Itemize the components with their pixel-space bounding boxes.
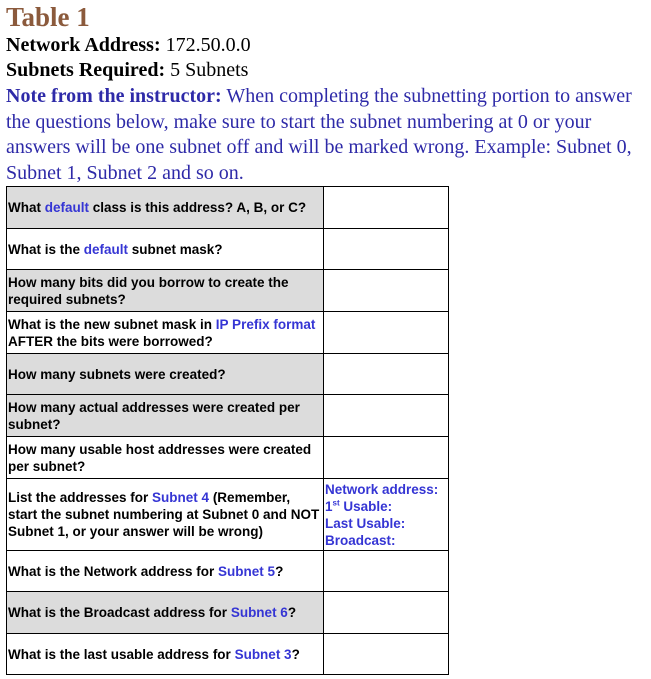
table-title: Table 1 bbox=[6, 2, 90, 32]
question-highlight: Subnet 4 bbox=[152, 490, 210, 505]
question-subnets-created: How many subnets were created? bbox=[7, 354, 324, 395]
table-row bbox=[7, 270, 449, 312]
subnet4-network-label: Network address: bbox=[325, 481, 439, 497]
question-highlight: Subnet 5 bbox=[218, 563, 276, 579]
subnets-required-value: 5 Subnets bbox=[170, 59, 249, 81]
question-bits-borrowed: How many bits did you borrow to create the required subnets? bbox=[7, 270, 324, 312]
question-text: (Remember, start the subnet numbering at Subnet 0 and NOT Subnet 1, or your answer will be wrong) bbox=[8, 490, 320, 539]
question-subnet3-last-usable bbox=[7, 634, 324, 675]
question-new-subnet-mask bbox=[7, 312, 324, 354]
question-text: ? bbox=[291, 646, 300, 662]
table-row bbox=[7, 312, 449, 354]
instructor-note bbox=[6, 84, 651, 186]
questions-table bbox=[6, 186, 449, 675]
answer-cell-default-class[interactable] bbox=[324, 187, 449, 229]
question-text: What is the bbox=[8, 241, 84, 257]
network-address-label: Network Address: bbox=[6, 34, 161, 56]
question-highlight: default bbox=[83, 241, 129, 257]
worksheet-page bbox=[6, 0, 651, 662]
instructor-note-text: When completing the subnetting portion to answer the questions below, make sure to start the subnet numbering at 0 or your answers will be one subnet off and will be marked wrong. Example: Subnet 0, Subnet 1, Subnet 2 and so on. bbox=[6, 85, 632, 184]
answer-cell-subnet4-addresses[interactable] bbox=[324, 479, 449, 551]
question-subnet4-addresses bbox=[7, 479, 324, 551]
table-row bbox=[7, 634, 449, 675]
subnet4-last-usable-label: Last Usable: bbox=[325, 515, 406, 531]
answer-cell-subnet6-broadcast[interactable] bbox=[324, 592, 449, 634]
question-highlight: default bbox=[44, 200, 90, 215]
table-row bbox=[7, 592, 449, 634]
instructor-note-label: Note from the instructor: bbox=[6, 85, 222, 107]
question-text: What is the Network address for bbox=[8, 563, 219, 579]
answer-cell-bits-borrowed[interactable] bbox=[324, 270, 449, 312]
question-highlight: Subnet 3 bbox=[234, 646, 292, 662]
table-row bbox=[7, 229, 449, 270]
question-text: subnet mask? bbox=[128, 241, 223, 257]
question-text: class is this address? A, B, or C? bbox=[89, 200, 307, 215]
question-highlight: IP Prefix format bbox=[215, 316, 316, 332]
answer-cell-subnet5-network[interactable] bbox=[324, 551, 449, 592]
answer-cell-default-mask[interactable] bbox=[324, 229, 449, 270]
question-text: ? bbox=[287, 605, 297, 620]
question-usable-hosts: How many usable host addresses were created per subnet? bbox=[7, 437, 324, 479]
question-text: List the addresses for bbox=[8, 490, 153, 505]
network-address-value: 172.50.0.0 bbox=[165, 34, 251, 56]
table-row bbox=[7, 187, 449, 229]
answer-cell-subnets-created[interactable] bbox=[324, 354, 449, 395]
answer-cell-subnet3-last-usable[interactable] bbox=[324, 634, 449, 675]
question-default-class bbox=[7, 187, 324, 229]
answer-cell-new-subnet-mask[interactable] bbox=[324, 312, 449, 354]
subnet4-broadcast-label: Broadcast: bbox=[325, 532, 396, 548]
question-actual-addresses: How many actual addresses were created per subnet? bbox=[7, 395, 324, 437]
subnets-required-line bbox=[6, 58, 651, 83]
question-text: What is the new subnet mask in bbox=[8, 316, 216, 332]
answer-cell-actual-addresses[interactable] bbox=[324, 395, 449, 437]
table-row bbox=[7, 551, 449, 592]
question-text: AFTER the bits were borrowed? bbox=[8, 333, 213, 349]
table-row bbox=[7, 437, 449, 479]
question-subnet6-broadcast bbox=[7, 592, 324, 634]
subnet4-first-usable-label: 1st Usable: bbox=[325, 498, 393, 514]
question-default-mask bbox=[7, 229, 324, 270]
question-subnet5-network bbox=[7, 551, 324, 592]
table-row bbox=[7, 479, 449, 551]
question-text: What is the last usable address for bbox=[8, 646, 235, 662]
table-row bbox=[7, 395, 449, 437]
question-text: What bbox=[8, 200, 45, 215]
network-address-line bbox=[6, 33, 651, 58]
subnets-required-label: Subnets Required: bbox=[6, 59, 166, 81]
question-highlight: Subnet 6 bbox=[230, 605, 288, 620]
answer-cell-usable-hosts[interactable] bbox=[324, 437, 449, 479]
question-text: What is the Broadcast address for bbox=[8, 605, 231, 620]
question-text: ? bbox=[275, 563, 284, 579]
table-row bbox=[7, 354, 449, 395]
